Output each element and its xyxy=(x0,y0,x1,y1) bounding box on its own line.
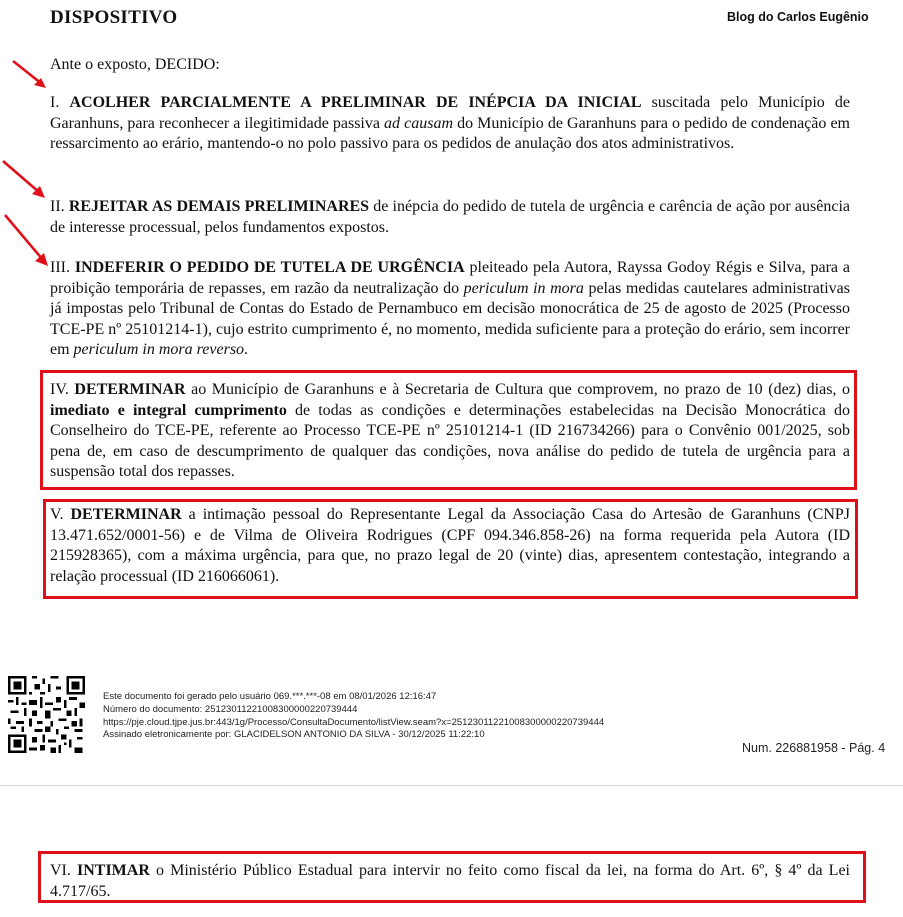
item-numeral: VI. xyxy=(50,862,71,879)
item-bold-title: ACOLHER PARCIALMENTE A PRELIMINAR DE INÉPCIA DA INICIAL xyxy=(69,94,642,111)
page-number: Num. 226881958 - Pág. 4 xyxy=(742,741,886,755)
item-bold-title: INTIMAR xyxy=(77,862,150,879)
item-text: o Ministério Público Estadual para intervir no feito como fiscal da lei, na forma do Art. 6º, § 4º da Lei 4.717/65. xyxy=(50,862,850,900)
item-italic: periculum in mora xyxy=(463,279,584,297)
intro-text: Ante o exposto, DECIDO: xyxy=(50,56,220,73)
item-bold-title: REJEITAR AS DEMAIS PRELIMINARES xyxy=(68,198,370,215)
red-arrow-icon xyxy=(0,158,50,200)
item-bold-title: DETERMINAR xyxy=(70,506,182,523)
item-text: ao Município de Garanhuns e à Secretaria de Cultura que comprovem, no prazo de 10 (dez) dias, o xyxy=(185,381,851,398)
item-numeral: I. xyxy=(50,94,60,111)
decision-item-iv xyxy=(50,380,850,483)
item-bold-emphasis: imediato e integral cumprimento xyxy=(50,401,287,419)
item-bold-title: INDEFERIR O PEDIDO DE TUTELA DE URGÊNCIA xyxy=(74,259,465,276)
item-italic: periculum in mora reverso xyxy=(73,341,245,359)
footer-generated: Este documento foi gerado pelo usuário 069.***.***-08 em 08/01/2026 12:16:47 xyxy=(103,691,437,702)
item-text: pleiteado pela Autora, Rayssa Godoy Régis e Silva, para a proibição temporária de repasses, em razão da neutralização do xyxy=(50,259,850,297)
item-italic: ad causam xyxy=(384,114,453,132)
item-numeral: III. xyxy=(50,259,70,276)
blog-watermark: Blog do Carlos Eugênio xyxy=(727,10,869,24)
decision-item-ii xyxy=(50,197,850,238)
item-text: de todas as condições e determinações estabelecidas na Decisão Monocrática do Conselheiro do TCE-PE, referente ao Processo TCE-PE nº 25101214-1 (ID 216734266) para o Convênio 001/2025, sob pena de, em caso de descumprimento de qualquer das condições, nova análise do pedido de tutela de urgência para a suspensão total dos repasses. xyxy=(50,401,851,481)
footer-signed: Assinado eletronicamente por: GLACIDELSON ANTONIO DA SILVA - 30/12/2025 11:22:10 xyxy=(103,729,485,741)
red-arrow-icon xyxy=(10,58,50,90)
decision-item-vi xyxy=(50,861,850,902)
section-heading: DISPOSITIVO xyxy=(50,7,178,28)
item-numeral: II. xyxy=(50,198,65,215)
footer-doc-number: Número do documento: 25123011221008300000220739444 xyxy=(103,703,358,715)
item-text: . xyxy=(244,341,249,359)
item-text: de inépcia do pedido de tutela de urgência e carência de ação por ausência de interesse processual, pelos fundamentos expostos. xyxy=(50,198,850,236)
item-text: a intimação pessoal do Representante Legal da Associação Casa do Artesão de Garanhuns (CNPJ 13.471.652/0001-56) e de Vilma de Oliveira Rodrigues (CPF 094.346.858-26) na forma requerida pela Autora (ID 215928365), com a máxima urgência, para que, no prazo legal de 20 (vinte) dias, apresentem contestação, integrando a relação processual (ID 216066061). xyxy=(50,506,851,585)
decision-item-v xyxy=(50,505,850,587)
item-text: do Município de Garanhuns para o pedido de condenação em ressarcimento ao erário, mantendo-o no polo passivo para os pedidos de anulação dos atos administrativos. xyxy=(50,114,850,153)
item-text: pelas medidas cautelares administrativas já impostas pelo Tribunal de Contas do Estado de Pernambuco em decisão monocrática de 25 de agosto de 2025 (Processo TCE-PE nº 25101214-1), cujo estrito cumprimento é, no momento, medida suficiente para a proteção do erário, sem incorrer em xyxy=(50,279,851,359)
decision-item-i xyxy=(50,93,850,155)
red-arrow-icon xyxy=(2,212,52,268)
qr-code-icon xyxy=(8,676,85,753)
page-divider xyxy=(0,785,903,786)
decision-item-iii xyxy=(50,258,850,361)
document-footer xyxy=(103,691,604,742)
footer-url[interactable]: https://pje.cloud.tjpe.jus.br:443/1g/Processo/ConsultaDocumento/listView.seam?x=25123011221008300000220739444 xyxy=(103,716,605,728)
item-numeral: IV. xyxy=(50,381,69,398)
item-text: suscitada pelo Município de Garanhuns, para reconhecer a ilegitimidade passiva xyxy=(50,94,850,132)
item-bold-title: DETERMINAR xyxy=(74,381,186,398)
item-numeral: V. xyxy=(50,506,64,523)
